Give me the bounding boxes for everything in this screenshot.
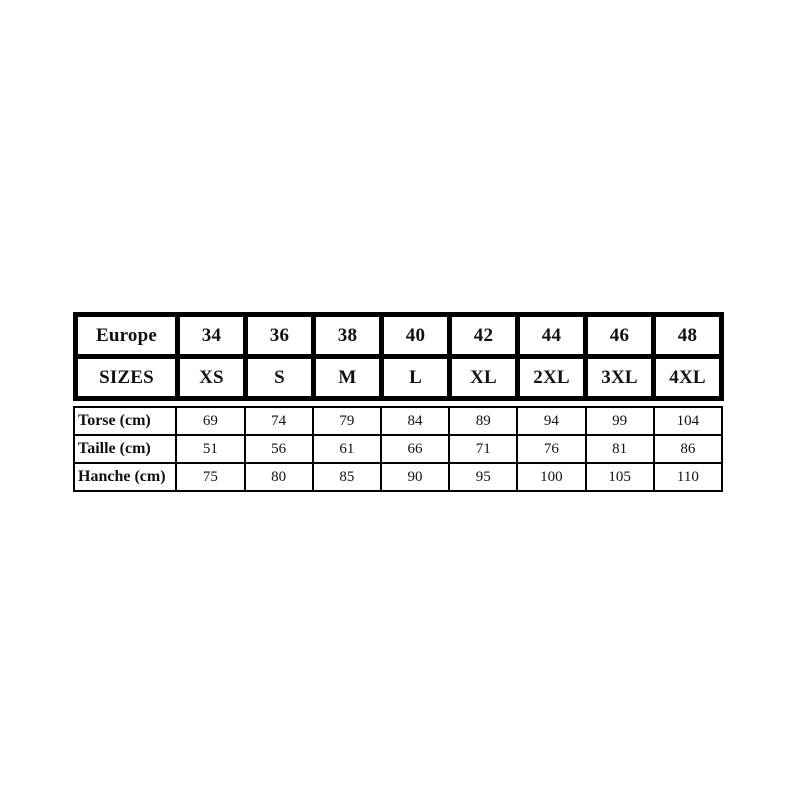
taille-row xyxy=(74,435,722,463)
hanche-value-cell: 75 xyxy=(176,463,244,491)
torse-value-cell: 94 xyxy=(517,407,585,435)
europe-row xyxy=(76,315,722,357)
taille-value-cell: 56 xyxy=(245,435,313,463)
europe-size-cell: 48 xyxy=(654,315,722,357)
torse-row xyxy=(74,407,722,435)
sizes-letter-cell: S xyxy=(246,357,314,399)
size-chart-header-table xyxy=(73,312,724,401)
taille-value-cell: 61 xyxy=(313,435,381,463)
sizes-letter-cell: XL xyxy=(450,357,518,399)
hanche-value-cell: 80 xyxy=(245,463,313,491)
europe-size-cell: 44 xyxy=(518,315,586,357)
taille-value-cell: 66 xyxy=(381,435,449,463)
taille-value-cell: 76 xyxy=(517,435,585,463)
torse-value-cell: 104 xyxy=(654,407,722,435)
sizes-letter-cell: XS xyxy=(178,357,246,399)
hanche-value-cell: 95 xyxy=(449,463,517,491)
hanche-value-cell: 85 xyxy=(313,463,381,491)
europe-size-cell: 42 xyxy=(450,315,518,357)
torse-value-cell: 89 xyxy=(449,407,517,435)
sizes-row-label: SIZES xyxy=(76,357,178,399)
torse-row-label: Torse (cm) xyxy=(74,407,176,435)
hanche-value-cell: 110 xyxy=(654,463,722,491)
europe-size-cell: 38 xyxy=(314,315,382,357)
taille-value-cell: 86 xyxy=(654,435,722,463)
taille-value-cell: 81 xyxy=(586,435,654,463)
hanche-value-cell: 100 xyxy=(517,463,585,491)
hanche-value-cell: 105 xyxy=(586,463,654,491)
torse-value-cell: 99 xyxy=(586,407,654,435)
europe-size-cell: 34 xyxy=(178,315,246,357)
size-chart xyxy=(73,312,724,492)
sizes-letter-cell: 2XL xyxy=(518,357,586,399)
torse-value-cell: 84 xyxy=(381,407,449,435)
europe-row-label: Europe xyxy=(76,315,178,357)
europe-size-cell: 36 xyxy=(246,315,314,357)
size-chart-measurements-table xyxy=(73,406,723,492)
hanche-value-cell: 90 xyxy=(381,463,449,491)
sizes-letter-cell: 3XL xyxy=(586,357,654,399)
taille-value-cell: 71 xyxy=(449,435,517,463)
sizes-letter-cell: M xyxy=(314,357,382,399)
sizes-letter-cell: L xyxy=(382,357,450,399)
sizes-row xyxy=(76,357,722,399)
europe-size-cell: 46 xyxy=(586,315,654,357)
torse-value-cell: 79 xyxy=(313,407,381,435)
hanche-row-label: Hanche (cm) xyxy=(74,463,176,491)
taille-value-cell: 51 xyxy=(176,435,244,463)
hanche-row xyxy=(74,463,722,491)
sizes-letter-cell: 4XL xyxy=(654,357,722,399)
torse-value-cell: 69 xyxy=(176,407,244,435)
torse-value-cell: 74 xyxy=(245,407,313,435)
europe-size-cell: 40 xyxy=(382,315,450,357)
taille-row-label: Taille (cm) xyxy=(74,435,176,463)
